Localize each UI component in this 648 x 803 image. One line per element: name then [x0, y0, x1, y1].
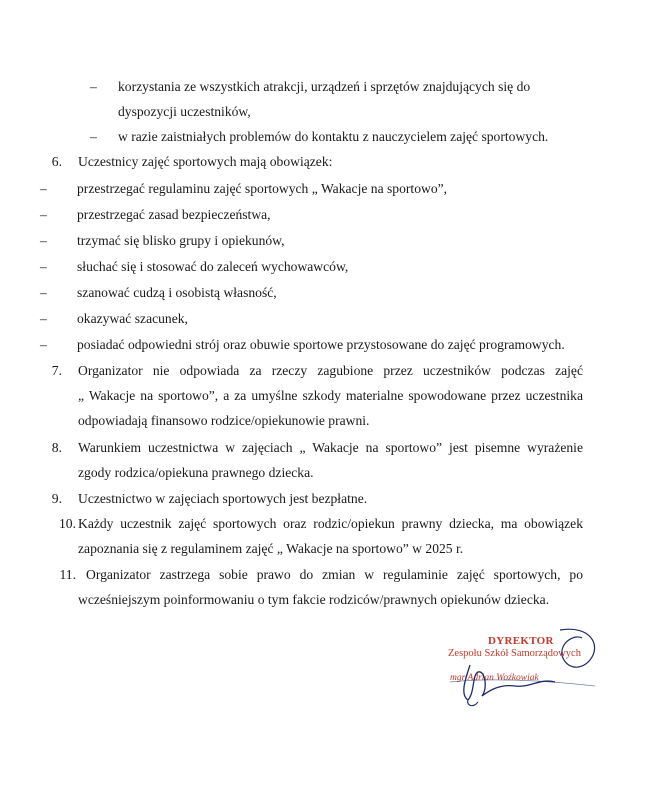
section-number: 8. [51, 440, 62, 455]
section-number: 9. [51, 491, 62, 506]
list-dash: – [40, 233, 47, 248]
list-item-continuation: dyspozycji uczestników, [118, 104, 251, 119]
list-dash: – [40, 311, 47, 326]
list-dash: – [40, 337, 47, 352]
section-text: Każdy uczestnik zajęć sportowych oraz rodzic/opiekun prawny dziecka, ma obowiązek [78, 516, 583, 531]
section-text: „ Wakacje na sportowo”, a za umyślne szkody materialne spowodowane przez uczestnika [78, 388, 583, 403]
stamp-title: DYREKTOR [488, 635, 554, 647]
list-item: w razie zaistniałych problemów do kontaktu z nauczycielem zajęć sportowych. [118, 129, 549, 144]
list-item: szanować cudzą i osobistą własność, [77, 285, 277, 300]
section-text: Organizator nie odpowiada za rzeczy zagubione przez uczestników podczas zajęć [78, 363, 583, 378]
list-item: słuchać się i stosować do zaleceń wychowawców, [77, 259, 349, 274]
list-dash: – [40, 181, 47, 196]
list-dash: – [40, 259, 47, 274]
section-text: Uczestnictwo w zajęciach sportowych jest bezpłatne. [78, 491, 368, 506]
list-item: przestrzegać zasad bezpieczeństwa, [77, 207, 271, 222]
list-item: posiadać odpowiedni strój oraz obuwie sportowe przystosowane do zajęć programowych. [77, 337, 565, 352]
section-text: Uczestnicy zajęć sportowych mają obowiązek: [78, 154, 333, 169]
list-item: okazywać szacunek, [77, 311, 188, 326]
stamp-name: mgr Adrian Woźkowiak [450, 673, 539, 683]
list-item: trzymać się blisko grupy i opiekunów, [77, 233, 285, 248]
list-dash: – [40, 285, 47, 300]
section-text: Warunkiem uczestnictwa w zajęciach „ Wakacje na sportowo” jest pisemne wyrażenie [78, 440, 583, 455]
stamp-organization: Zespołu Szkół Samorządowych [448, 648, 581, 659]
handwritten-signature [430, 620, 630, 710]
section-text: Organizator zastrzega sobie prawo do zmian w regulaminie zajęć sportowych, po [86, 567, 583, 582]
list-dash: – [90, 79, 97, 94]
list-dash: – [90, 129, 97, 144]
section-text: wcześniejszym poinformowaniu o tym fakcie rodziców/prawnych opiekunów dziecka. [78, 592, 550, 607]
section-text: zgody rodzica/opiekuna prawnego dziecka. [78, 465, 314, 480]
list-item: korzystania ze wszystkich atrakcji, urządzeń i sprzętów znajdujących się do [118, 79, 531, 94]
section-number: 6. [51, 154, 62, 169]
section-text: zapoznania się z regulaminem zajęć „ Wakacje na sportowo” w 2025 r. [78, 541, 464, 556]
list-item: przestrzegać regulaminu zajęć sportowych „ Wakacje na sportowo”, [77, 181, 448, 196]
section-text: odpowiadają finansowo rodzice/opiekunowie prawni. [78, 413, 370, 428]
section-number: 7. [51, 363, 62, 378]
section-number: 11. [59, 567, 76, 582]
section-number: 10. [59, 516, 76, 531]
list-dash: – [40, 207, 47, 222]
